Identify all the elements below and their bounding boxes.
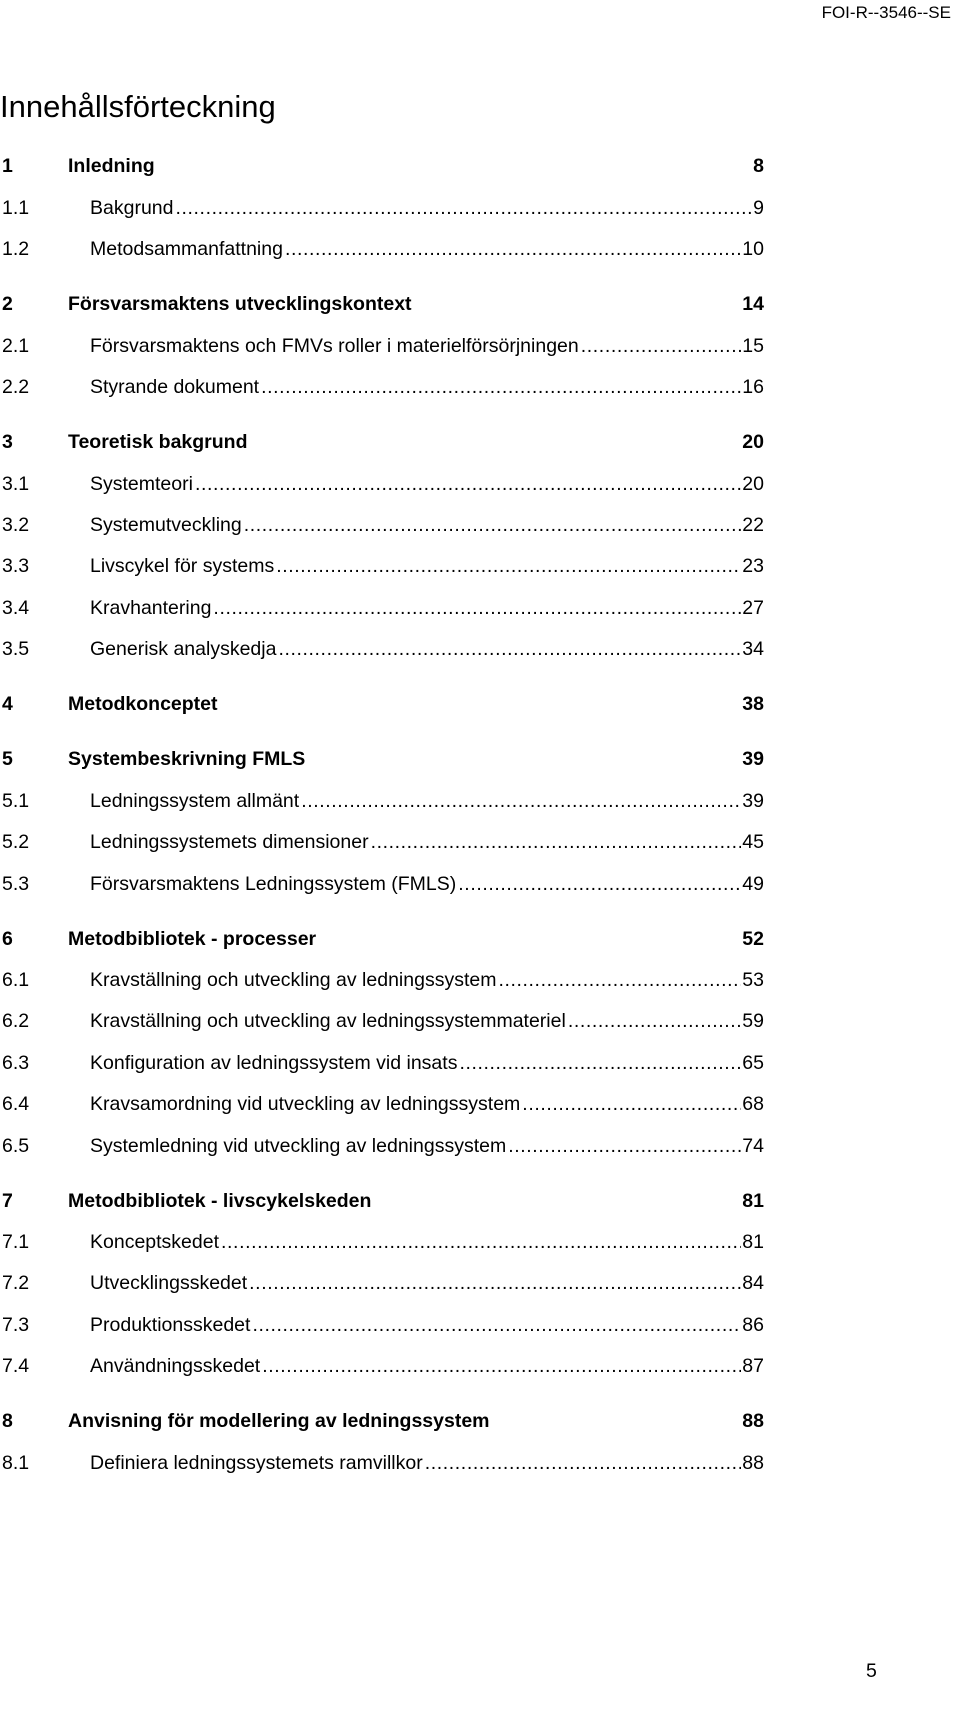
toc-entry-page: 49 (742, 873, 764, 895)
toc-entry-page: 14 (742, 293, 764, 315)
toc-entry-page: 27 (742, 597, 764, 619)
toc-section-entry[interactable] (0, 1268, 764, 1298)
toc-entry-page: 74 (742, 1135, 764, 1157)
toc-entry-title: Kravställning och utveckling av ledningssystemmateriel (90, 1010, 566, 1032)
toc-dot-leader (371, 827, 742, 857)
toc-entry-number: 2.1 (2, 335, 30, 357)
toc-entry-title: Ledningssystem allmänt (90, 790, 300, 812)
toc-entry-title: Systemledning vid utveckling av ledningssystem (90, 1135, 507, 1157)
toc-entry-page: 20 (742, 473, 764, 495)
toc-entry-number: 3.4 (2, 597, 30, 619)
toc-entry-title: Ledningssystemets dimensioner (90, 831, 369, 853)
toc-entry-title: Livscykel för systems (90, 555, 275, 577)
toc-section-entry[interactable] (0, 331, 764, 361)
toc-entry-title: Metodbibliotek - processer (68, 928, 317, 950)
toc-entry-title: Konfiguration av ledningssystem vid insats (90, 1052, 458, 1074)
toc-section-entry[interactable] (0, 869, 764, 899)
toc-entry-page: 88 (742, 1452, 764, 1474)
toc-dot-leader (581, 331, 742, 361)
toc-entry-page: 39 (742, 748, 764, 770)
toc-section-entry[interactable] (0, 1006, 764, 1036)
toc-entry-title: Kravställning och utveckling av ledningssystem (90, 969, 497, 991)
toc-entry-title: Metodbibliotek - livscykelskeden (68, 1190, 372, 1212)
toc-section-entry[interactable] (0, 551, 764, 581)
toc-dot-leader (278, 634, 741, 664)
toc-entry-number: 7.4 (2, 1355, 30, 1377)
toc-section-entry[interactable] (0, 1227, 764, 1257)
toc-entry-page: 45 (742, 831, 764, 853)
toc-entry-number: 5.2 (2, 831, 30, 853)
toc-section-entry[interactable] (0, 1089, 764, 1119)
toc-entry-page: 59 (742, 1010, 764, 1032)
toc-entry-title: Systemutveckling (90, 514, 242, 536)
toc-chapter-entry[interactable] (0, 151, 764, 181)
toc-entry-title: Styrande dokument (90, 376, 260, 398)
toc-entry-page: 87 (742, 1355, 764, 1377)
toc-section-entry[interactable] (0, 786, 764, 816)
toc-entry-number: 6.4 (2, 1093, 30, 1115)
toc-entry-page: 20 (742, 431, 764, 453)
toc-entry-number: 5.1 (2, 790, 30, 812)
toc-dot-leader (285, 234, 741, 264)
toc-entry-title: Utvecklingsskedet (90, 1272, 248, 1294)
page-number-footer: 5 (866, 1660, 877, 1682)
toc-entry-number: 8 (2, 1410, 13, 1432)
toc-entry-number: 6.5 (2, 1135, 30, 1157)
toc-entry-number: 2 (2, 293, 13, 315)
toc-dot-leader (498, 965, 741, 995)
toc-entry-title: Produktionsskedet (90, 1314, 251, 1336)
toc-entry-number: 8.1 (2, 1452, 30, 1474)
toc-section-entry[interactable] (0, 1351, 764, 1381)
toc-entry-page: 86 (742, 1314, 764, 1336)
toc-entry-page: 9 (753, 197, 764, 219)
toc-entry-title: Försvarsmaktens utvecklingskontext (68, 293, 412, 315)
toc-entry-number: 7.3 (2, 1314, 30, 1336)
toc-entry-page: 84 (742, 1272, 764, 1294)
toc-chapter-entry[interactable] (0, 289, 764, 319)
toc-entry-number: 3.1 (2, 473, 30, 495)
toc-entry-title: Kravhantering (90, 597, 212, 619)
toc-section-entry[interactable] (0, 1310, 764, 1340)
toc-entry-title: Konceptskedet (90, 1231, 220, 1253)
toc-section-entry[interactable] (0, 965, 764, 995)
toc-dot-leader (568, 1006, 741, 1036)
toc-entry-number: 3.5 (2, 638, 30, 660)
toc-dot-leader (213, 593, 741, 623)
toc-entry-title: Metodsammanfattning (90, 238, 283, 260)
toc-entry-number: 7.2 (2, 1272, 30, 1294)
toc-entry-page: 22 (742, 514, 764, 536)
toc-entry-number: 6 (2, 928, 13, 950)
toc-entry-page: 34 (742, 638, 764, 660)
toc-entry-page: 39 (742, 790, 764, 812)
toc-entry-number: 7.1 (2, 1231, 30, 1253)
toc-entry-number: 6.2 (2, 1010, 30, 1032)
toc-entry-page: 88 (742, 1410, 764, 1432)
toc-entry-title: Försvarsmaktens och FMVs roller i materielförsörjningen (90, 335, 579, 357)
toc-entry-page: 52 (742, 928, 764, 950)
toc-dot-leader (195, 469, 741, 499)
toc-dot-leader (221, 1227, 741, 1257)
toc-section-entry[interactable] (0, 1048, 764, 1078)
toc-entry-title: Metodkonceptet (68, 693, 218, 715)
toc-entry-page: 8 (753, 155, 764, 177)
toc-entry-number: 5 (2, 748, 13, 770)
toc-entry-page: 81 (742, 1190, 764, 1212)
toc-section-entry[interactable] (0, 634, 764, 664)
toc-chapter-entry[interactable] (0, 427, 764, 457)
toc-section-entry[interactable] (0, 1131, 764, 1161)
toc-entry-number: 1 (2, 155, 13, 177)
toc-entry-number: 3 (2, 431, 13, 453)
toc-entry-page: 38 (742, 693, 764, 715)
toc-dot-leader (175, 193, 752, 223)
toc-entry-number: 4 (2, 693, 13, 715)
toc-section-entry[interactable] (0, 1448, 764, 1478)
toc-dot-leader (522, 1089, 741, 1119)
toc-entry-title: Teoretisk bakgrund (68, 431, 248, 453)
toc-section-entry[interactable] (0, 827, 764, 857)
toc-entry-number: 3.2 (2, 514, 30, 536)
toc-dot-leader (425, 1448, 742, 1478)
toc-entry-title: Bakgrund (90, 197, 174, 219)
toc-entry-number: 1.2 (2, 238, 30, 260)
toc-dot-leader (508, 1131, 741, 1161)
toc-entry-page: 10 (742, 238, 764, 260)
toc-entry-title: Definiera ledningssystemets ramvillkor (90, 1452, 423, 1474)
toc-entry-title: Anvisning för modellering av ledningssystem (68, 1410, 490, 1432)
toc-dot-leader (276, 551, 741, 581)
toc-entry-number: 3.3 (2, 555, 30, 577)
toc-entry-title: Försvarsmaktens Ledningssystem (FMLS) (90, 873, 457, 895)
toc-entry-number: 6.3 (2, 1052, 30, 1074)
toc-entry-title: Generisk analyskedja (90, 638, 277, 660)
toc-dot-leader (261, 372, 741, 402)
toc-section-entry[interactable] (0, 510, 764, 540)
toc-entry-page: 15 (742, 335, 764, 357)
toc-chapter-entry[interactable] (0, 1186, 764, 1216)
toc-dot-leader (459, 1048, 741, 1078)
toc-dot-leader (301, 786, 741, 816)
toc-dot-leader (262, 1351, 741, 1381)
toc-dot-leader (244, 510, 742, 540)
toc-section-entry[interactable] (0, 372, 764, 402)
toc-entry-page: 16 (742, 376, 764, 398)
toc-entry-page: 65 (742, 1052, 764, 1074)
toc-entry-title: Inledning (68, 155, 155, 177)
toc-entry-number: 2.2 (2, 376, 30, 398)
toc-section-entry[interactable] (0, 469, 764, 499)
toc-entry-number: 6.1 (2, 969, 30, 991)
toc-entry-page: 81 (742, 1231, 764, 1253)
toc-entry-number: 5.3 (2, 873, 30, 895)
toc-chapter-entry[interactable] (0, 924, 764, 954)
toc-entry-title: Systemteori (90, 473, 193, 495)
toc-entry-page: 53 (742, 969, 764, 991)
toc-entry-number: 1.1 (2, 197, 30, 219)
toc-entry-title: Kravsamordning vid utveckling av ledningssystem (90, 1093, 521, 1115)
toc-title: Innehållsförteckning (0, 89, 276, 124)
toc-dot-leader (458, 869, 741, 899)
toc-section-entry[interactable] (0, 593, 764, 623)
toc-section-entry[interactable] (0, 193, 764, 223)
toc-entry-title: Användningsskedet (90, 1355, 261, 1377)
toc-entry-number: 7 (2, 1190, 13, 1212)
toc-section-entry[interactable] (0, 234, 764, 264)
toc-chapter-entry[interactable] (0, 744, 764, 774)
toc-entry-page: 68 (742, 1093, 764, 1115)
report-id: FOI-R--3546--SE (821, 3, 951, 22)
toc-chapter-entry[interactable] (0, 1406, 764, 1436)
toc-entry-title: Systembeskrivning FMLS (68, 748, 306, 770)
toc-dot-leader (252, 1310, 741, 1340)
toc-chapter-entry[interactable] (0, 689, 764, 719)
toc-dot-leader (249, 1268, 741, 1298)
toc-entry-page: 23 (742, 555, 764, 577)
